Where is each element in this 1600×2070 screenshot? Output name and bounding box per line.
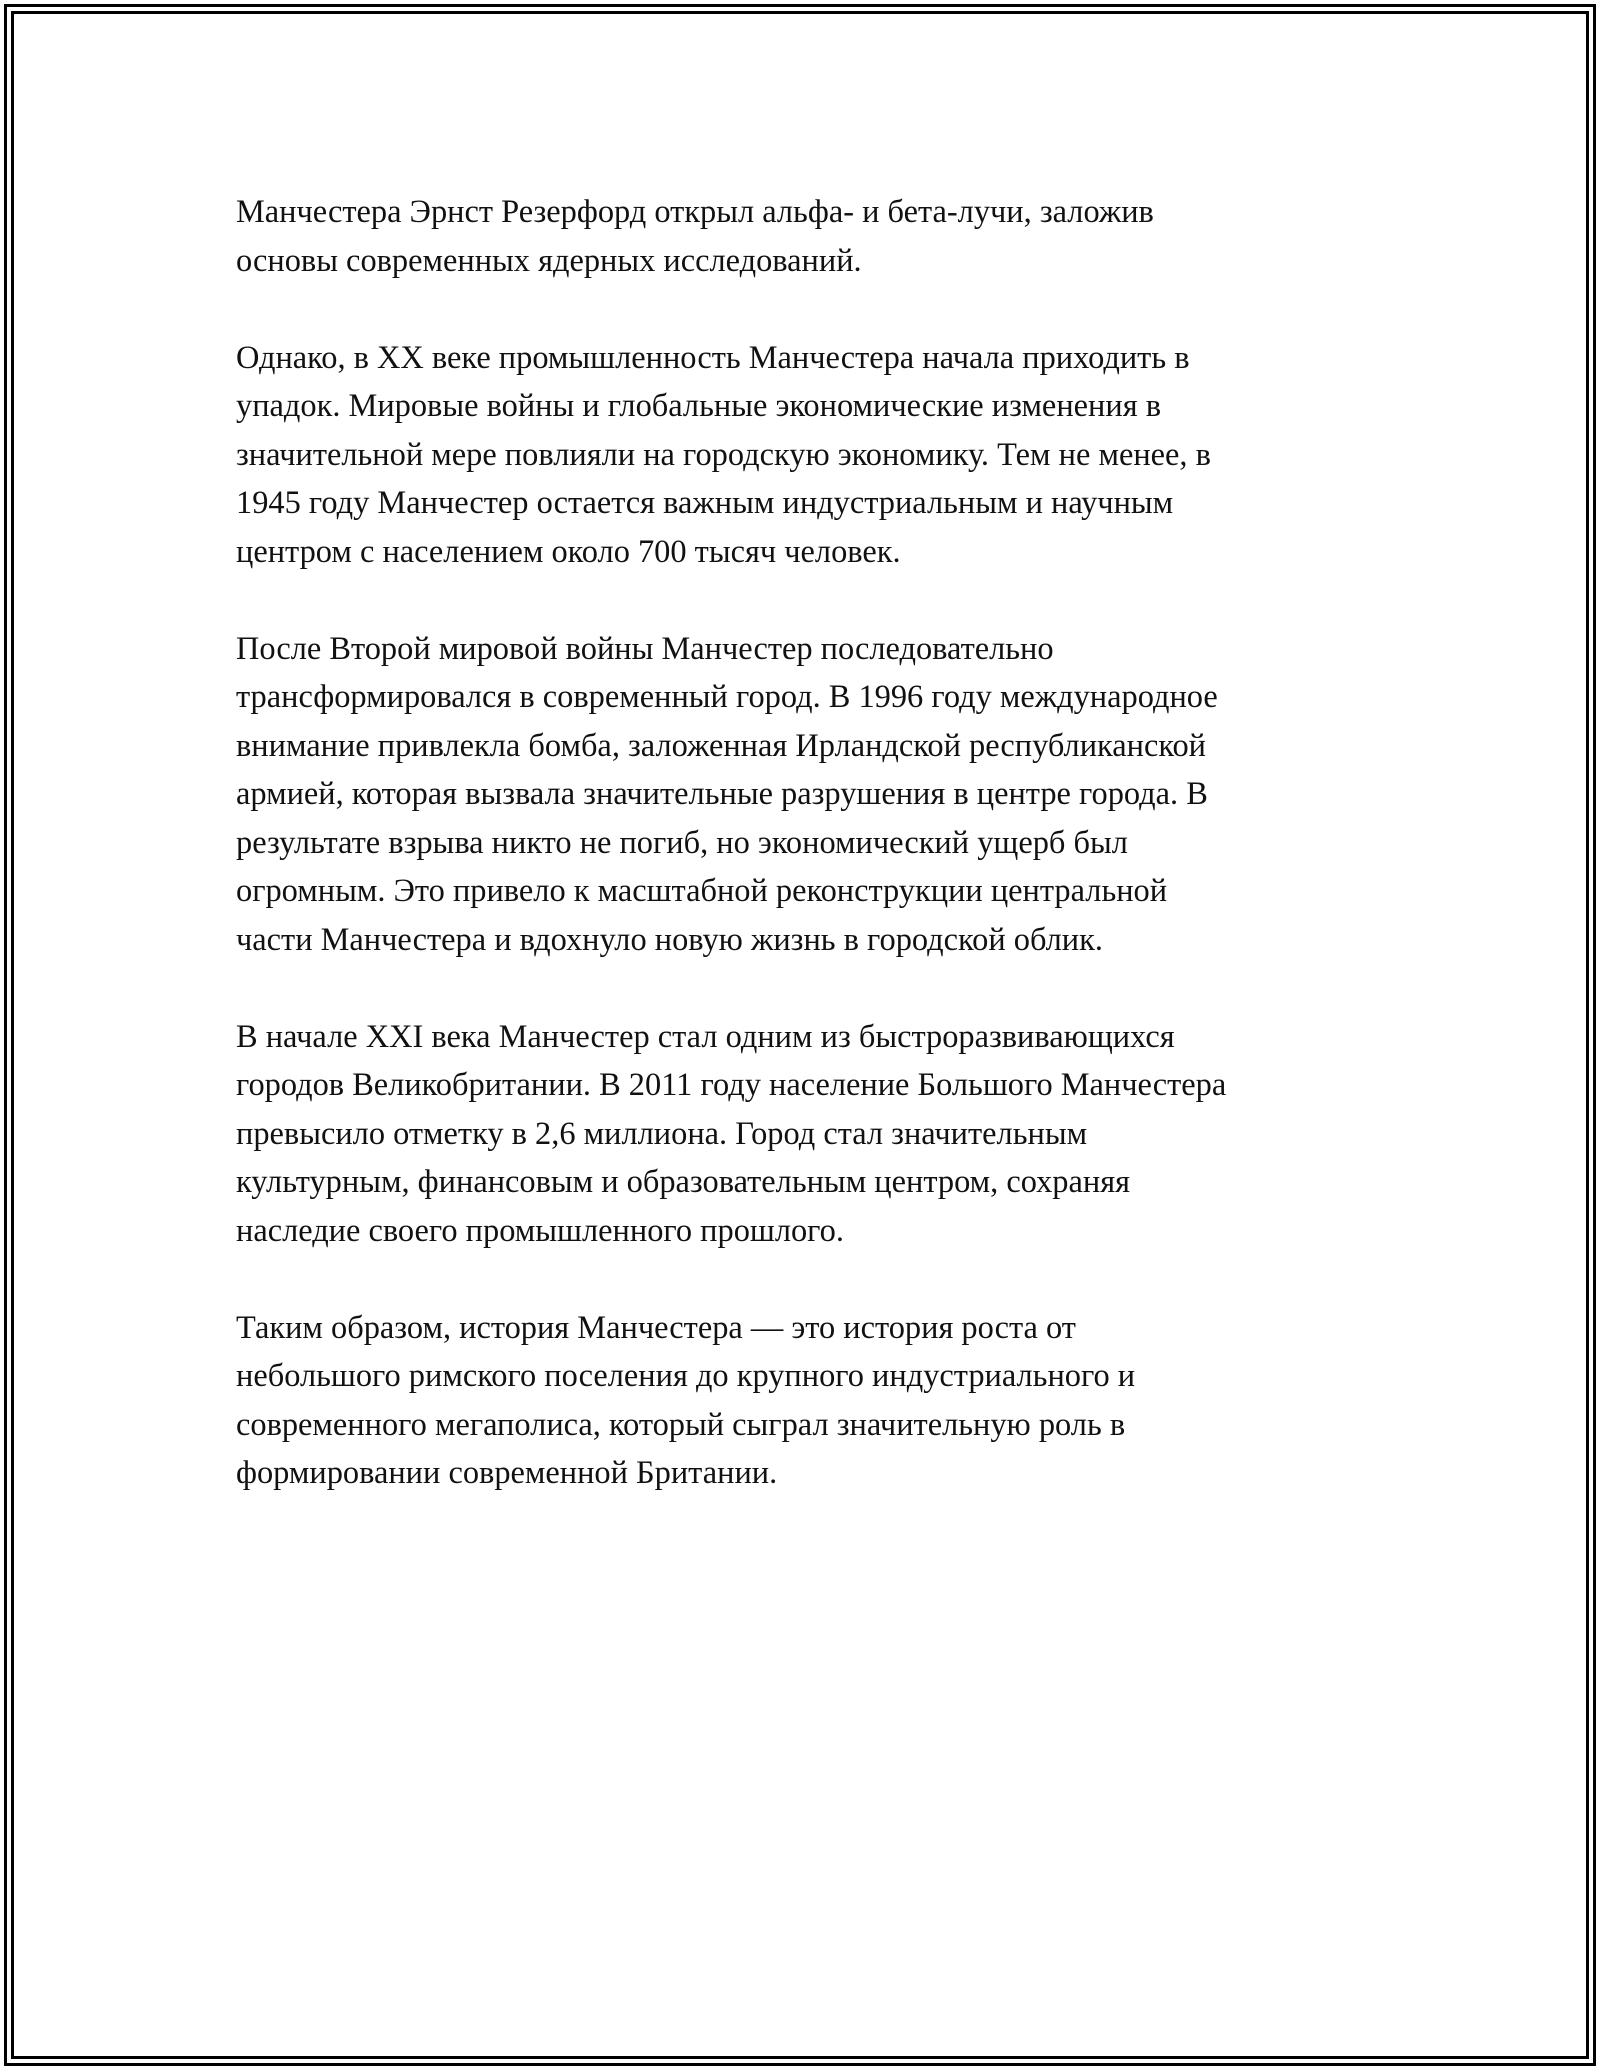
paragraph-rutherford: Манчестера Эрнст Резерфорд открыл альфа- и бета-лучи, заложив основы современных ядерных исследований. [236,194,1154,279]
document-body [236,188,1386,1546]
paragraph-conclusion: Таким образом, история Манчестера — это история роста от небольшого римского поселения до крупного индустриального и современного мегаполиса, который сыграл значительную роль в формировании современной Британии. [236,1309,1136,1491]
paragraph-post-war-transformation: После Второй мировой войны Манчестер последовательно трансформировался в современный город. В 1996 году международное внимание привлекла бомба, заложенная Ирландской республиканской армией, которая вызвала значительные разрушения в центре города. В результате взрыва никто не погиб, но экономический ущерб был огромным. Это привело к масштабной реконструкции центральной части Манчестера и вдохнуло новую жизнь в городской облик. [236,630,1218,958]
paragraph-20th-century-decline: Однако, в XX веке промышленность Манчестера начала приходить в упадок. Мировые войны и глобальные экономические изменения в значительной мере повлияли на городскую экономику. Тем не менее, в 1945 году Манчестер остается важным индустриальным и научным центром с населением около 700 тысяч человек. [236,339,1211,570]
paragraph-21st-century: В начале XXI века Манчестер стал одним из быстроразвивающихся городов Великобритании. В 2011 году население Большого Манчестера превысило отметку в 2,6 миллиона. Город стал значительным культурным, финансовым и образовательным центром, сохраняя наследие своего промышленного прошлого. [236,1018,1227,1249]
